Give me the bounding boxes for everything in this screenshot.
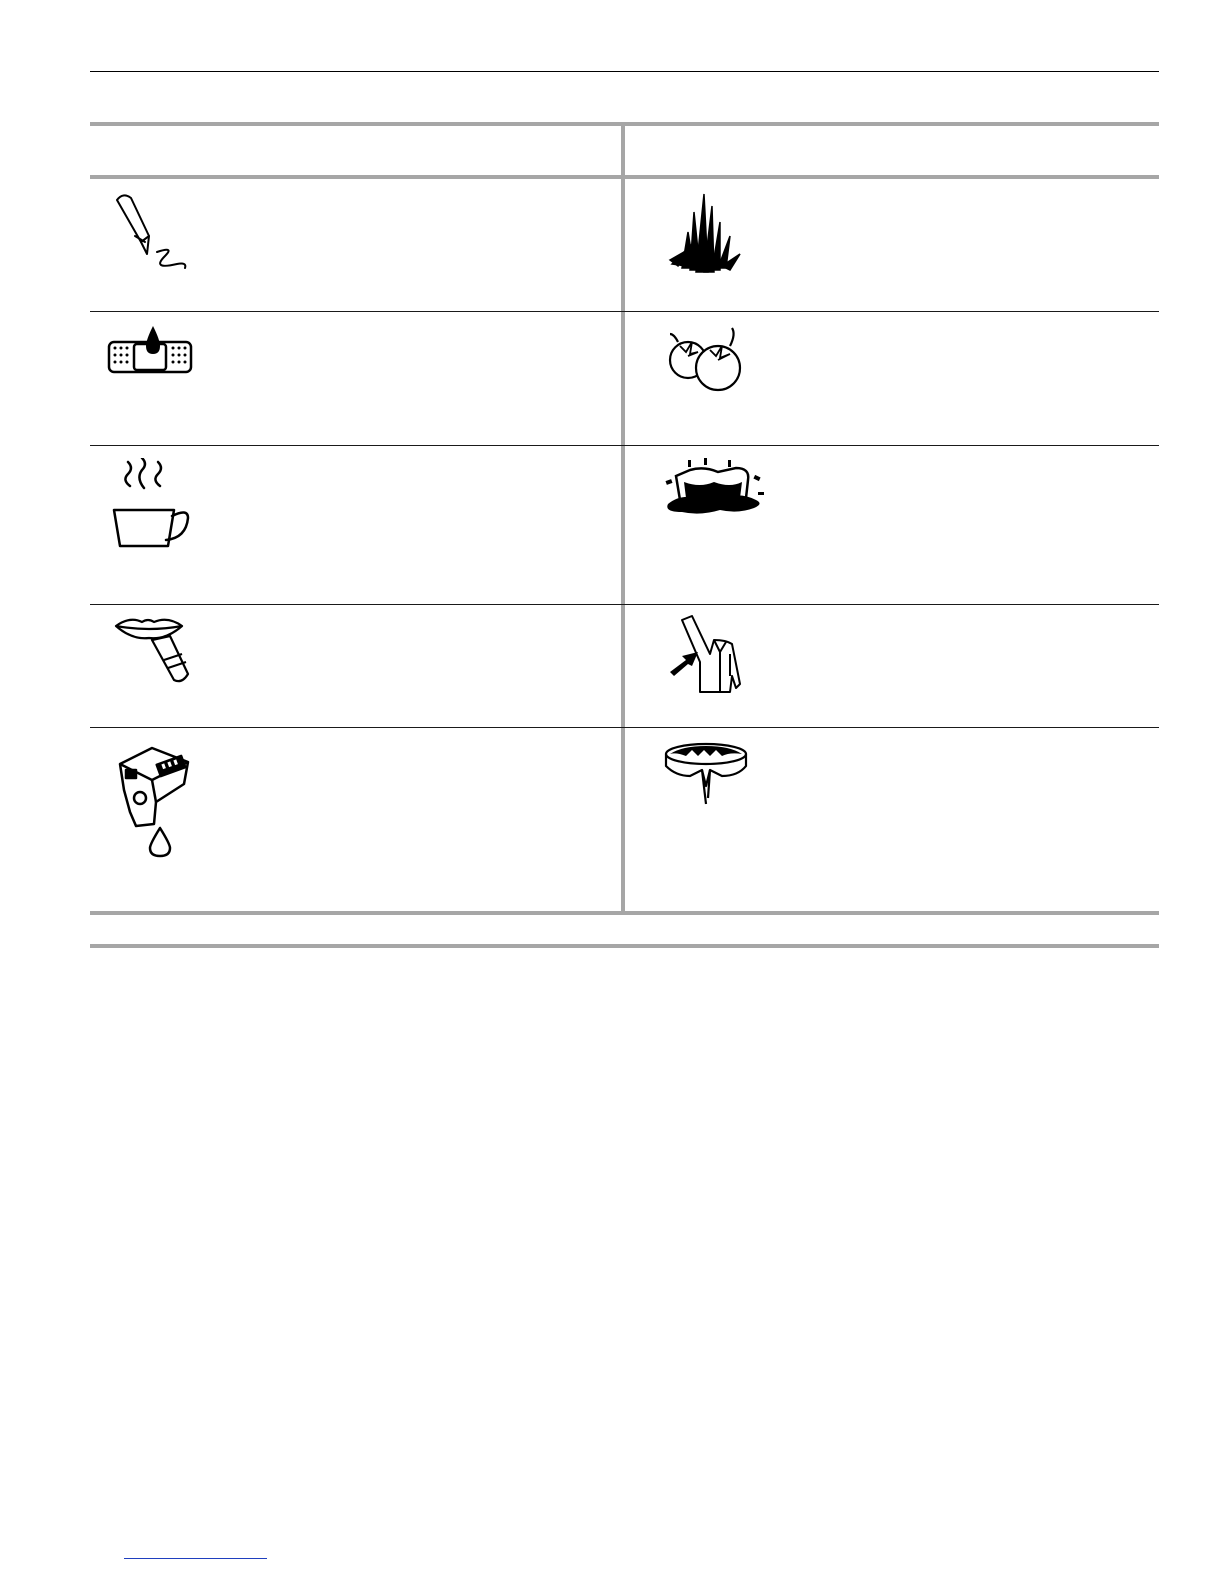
bandage-blood-icon bbox=[106, 324, 196, 379]
lips-lipstick-icon bbox=[112, 614, 197, 689]
hot-coffee-cup-icon bbox=[108, 458, 193, 553]
table-bottom-rule bbox=[90, 911, 1159, 915]
mud-splash-icon bbox=[660, 458, 770, 518]
row-divider bbox=[90, 445, 1159, 446]
footer-link-underline[interactable] bbox=[124, 1558, 267, 1559]
ink-cartridge-drip-icon bbox=[110, 740, 200, 865]
grass-icon bbox=[668, 192, 743, 277]
row-divider bbox=[90, 604, 1159, 605]
tomatoes-icon bbox=[664, 324, 749, 394]
shirt-collar-icon bbox=[662, 740, 752, 810]
column-divider bbox=[621, 124, 625, 914]
pen-icon bbox=[105, 190, 195, 275]
row-divider bbox=[90, 727, 1159, 728]
section-bottom-rule bbox=[90, 944, 1159, 948]
top-rule bbox=[90, 71, 1159, 72]
shirt-underarm-icon bbox=[666, 614, 751, 694]
row-divider bbox=[90, 311, 1159, 312]
